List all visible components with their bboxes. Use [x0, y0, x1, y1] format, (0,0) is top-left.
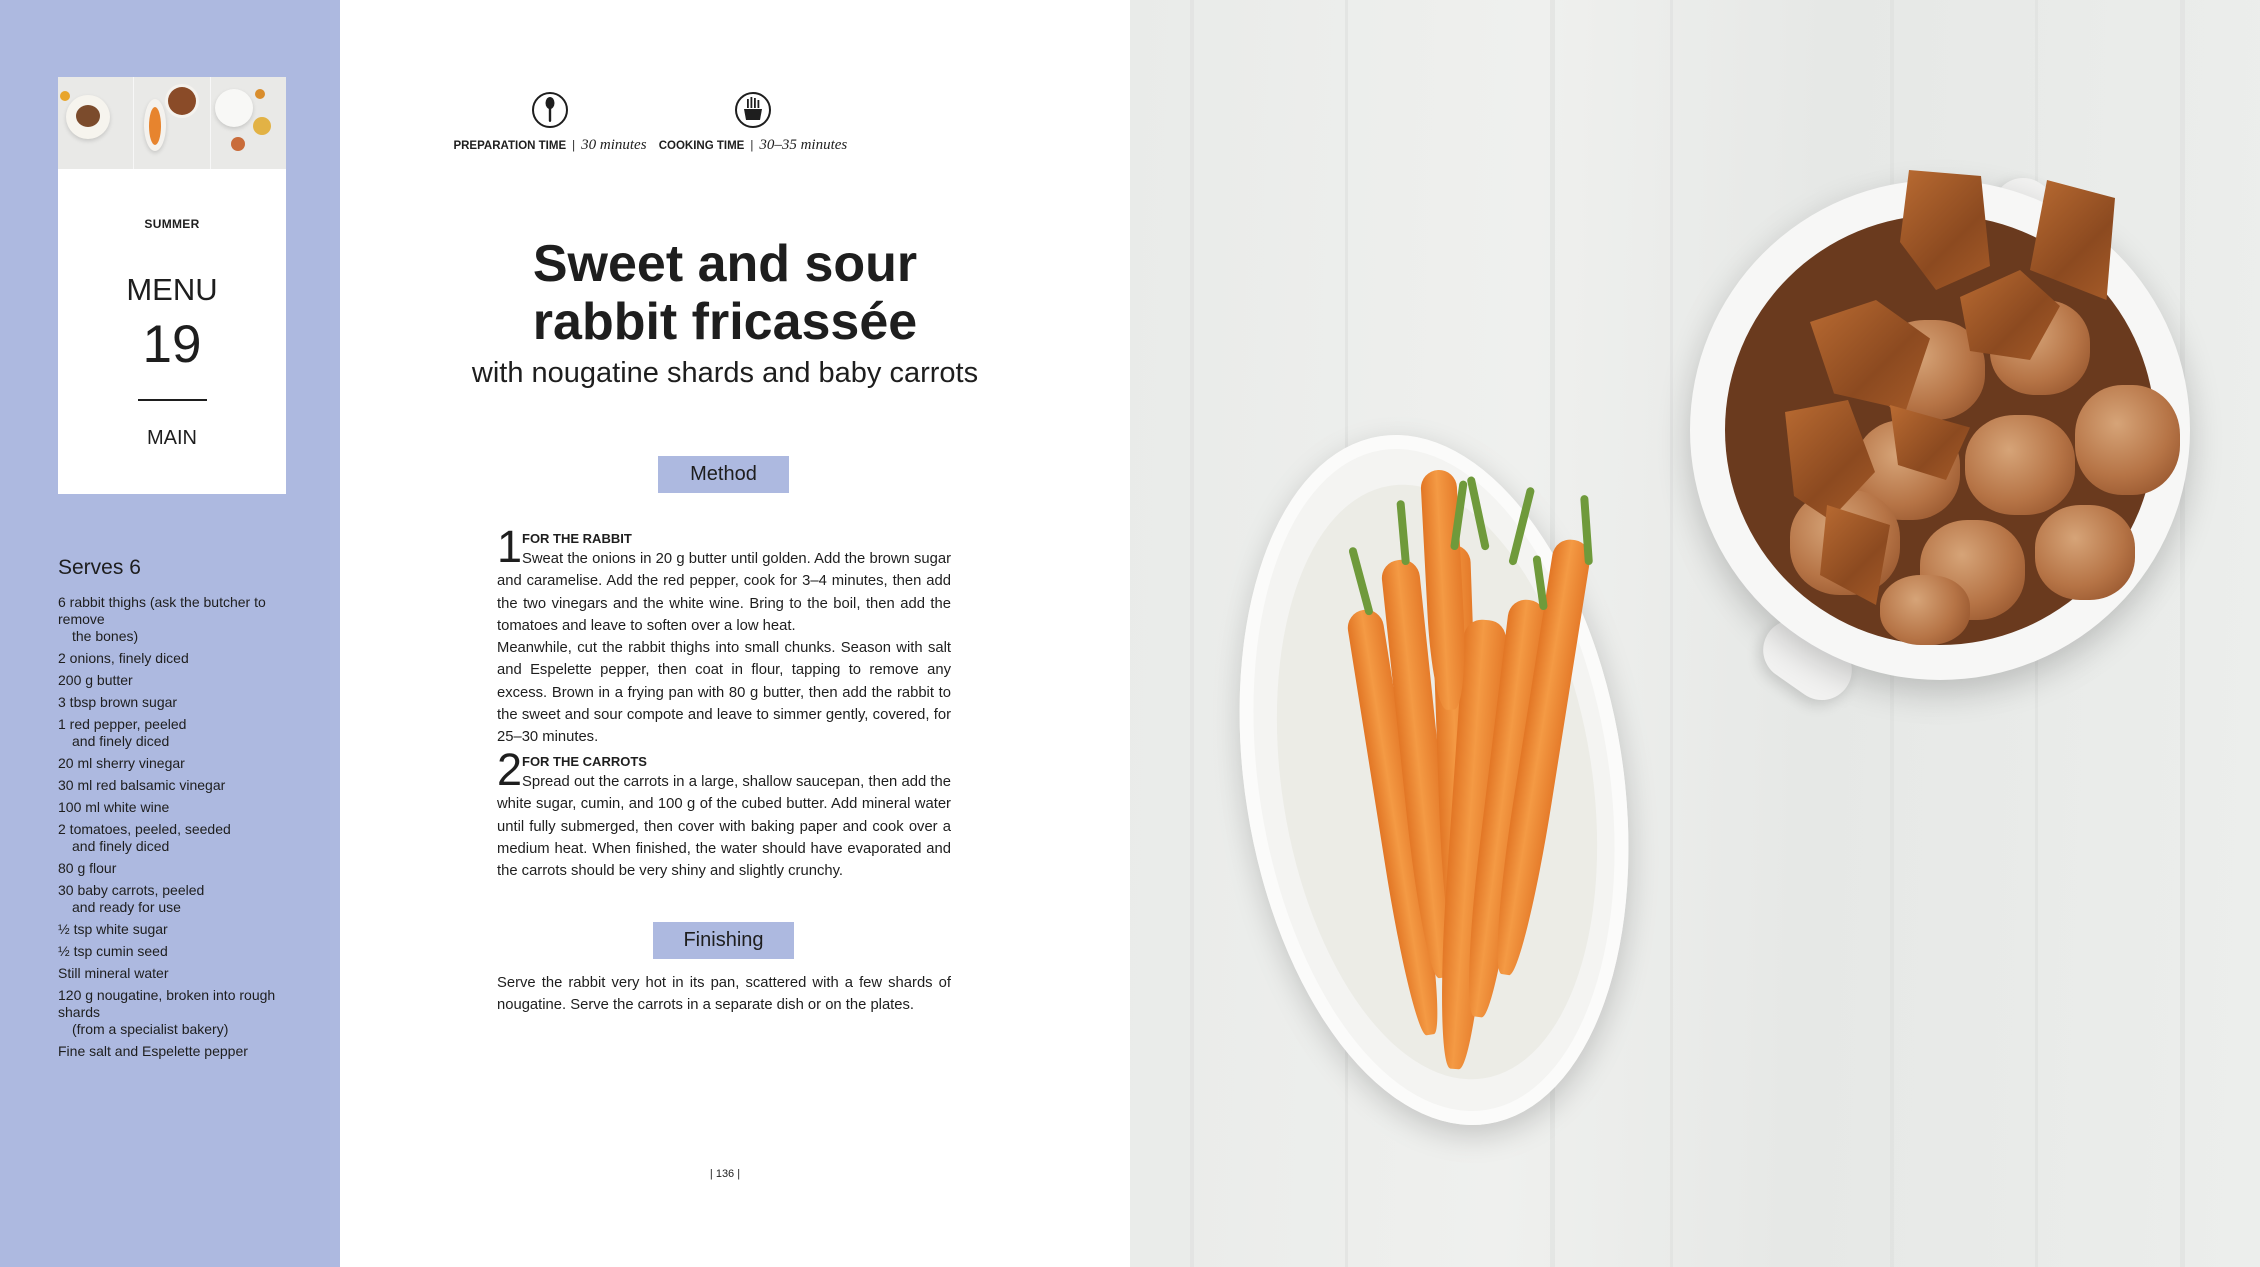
- step-number: 2: [497, 744, 523, 795]
- rabbit-piece: [1880, 575, 1970, 645]
- dish-photo: [1130, 0, 2260, 1267]
- ingredient-item: ½ tsp white sugar: [58, 921, 168, 937]
- cooking-time-value: 30–35 minutes: [759, 137, 848, 153]
- ingredient-item: 20 ml sherry vinegar: [58, 755, 185, 771]
- finishing-text: Serve the rabbit very hot in its pan, scattered with a few shards of nougatine. Serve the carrots in a separate dish or on the plates.: [497, 975, 951, 1014]
- rabbit-piece: [2075, 385, 2180, 495]
- recipe-title-line-1: Sweet and sour: [532, 235, 918, 293]
- course-label: MAIN: [147, 427, 197, 449]
- menu-card: [58, 77, 286, 494]
- ingredient-item: 3 tbsp brown sugar: [58, 694, 178, 710]
- ingredient-item: 200 g butter: [58, 672, 133, 688]
- method-step-1: [497, 521, 951, 749]
- finishing-heading: Finishing: [653, 922, 794, 959]
- method-heading: Method: [658, 456, 789, 493]
- ingredient-item: 2 tomatoes, peeled, seeded and finely diced: [58, 821, 231, 854]
- preparation-time-value: 30 minutes: [581, 137, 647, 153]
- pot-icon: [735, 92, 771, 128]
- menu-word: MENU: [126, 272, 218, 307]
- step-number: 1: [497, 521, 523, 572]
- recipe-title: [340, 235, 1110, 351]
- rabbit-piece: [1965, 415, 2075, 515]
- season-label: SUMMER: [144, 217, 200, 231]
- step-text: Sweat the onions in 20 g butter until golden. Add the brown sugar and caramelise. Add the red pepper, cook for 3–4 minutes, then add the two vinegars and the white wine. Bring to the boil, then add the tomatoes and leave to soften over a low heat.: [497, 551, 951, 634]
- cooking-time-label: COOKING TIME: [658, 140, 745, 152]
- serves-heading: Serves 6: [58, 556, 141, 579]
- method-step-2: [497, 744, 951, 882]
- preparation-time-label: PREPARATION TIME: [453, 140, 567, 152]
- recipe-subtitle: with nougatine shards and baby carrots: [471, 357, 979, 389]
- step-text-continued: Meanwhile, cut the rabbit thighs into small chunks. Season with salt and Espelette pepper, then coat in flour, tapping to remove any excess. Brown in a frying pan with 80 g butter, then add the rabbit to the sweet and sour compote and leave to simmer gently, covered, for 25–30 minutes.: [497, 640, 951, 746]
- ingredient-item: 6 rabbit thighs (ask the butcher to remove the bones): [58, 594, 266, 644]
- card-divider: [138, 399, 207, 401]
- cooking-time: COOKING TIME | 30–35 minutes: [638, 92, 868, 154]
- recipe-page: [340, 0, 1130, 1267]
- rabbit-piece: [2035, 505, 2135, 600]
- ingredient-item: Fine salt and Espelette pepper: [58, 1043, 248, 1059]
- recipe-title-line-2: rabbit fricassée: [532, 293, 918, 351]
- step-heading: FOR THE CARROTS: [522, 754, 647, 769]
- ingredient-item: 30 ml red balsamic vinegar: [58, 777, 226, 793]
- ingredient-list: [58, 594, 313, 1065]
- menu-thumbnails: [58, 77, 286, 169]
- ingredient-item: 80 g flour: [58, 860, 117, 876]
- thumbnail-starter: [58, 77, 134, 169]
- ingredient-item: ½ tsp cumin seed: [58, 943, 168, 959]
- ingredient-item: 30 baby carrots, peeled and ready for use: [58, 882, 205, 915]
- menu-number: 19: [142, 315, 202, 374]
- ingredient-item: 120 g nougatine, broken into rough shards (from a specialist bakery): [58, 987, 276, 1037]
- sidebar: [0, 0, 340, 1267]
- thumbnail-main: [134, 77, 210, 169]
- page-number: | 136 |: [709, 1168, 741, 1180]
- ingredient-item: 100 ml white wine: [58, 799, 170, 815]
- ingredient-item: 2 onions, finely diced: [58, 650, 189, 666]
- ingredient-item: Still mineral water: [58, 965, 169, 981]
- thumbnail-dessert: [211, 77, 286, 169]
- step-heading: FOR THE RABBIT: [522, 531, 632, 546]
- spoon-icon: [532, 92, 568, 128]
- preparation-time: PREPARATION TIME | 30 minutes: [435, 92, 665, 154]
- step-text: Spread out the carrots in a large, shallow saucepan, then add the white sugar, cumin, and 100 g of the cubed butter. Add mineral water until fully submerged, then cover with baking paper and cook over a medium heat. When finished, the water should have evaporated and the carrots should be very shiny and slightly crunchy.: [497, 774, 951, 880]
- ingredient-item: 1 red pepper, peeled and finely diced: [58, 716, 187, 749]
